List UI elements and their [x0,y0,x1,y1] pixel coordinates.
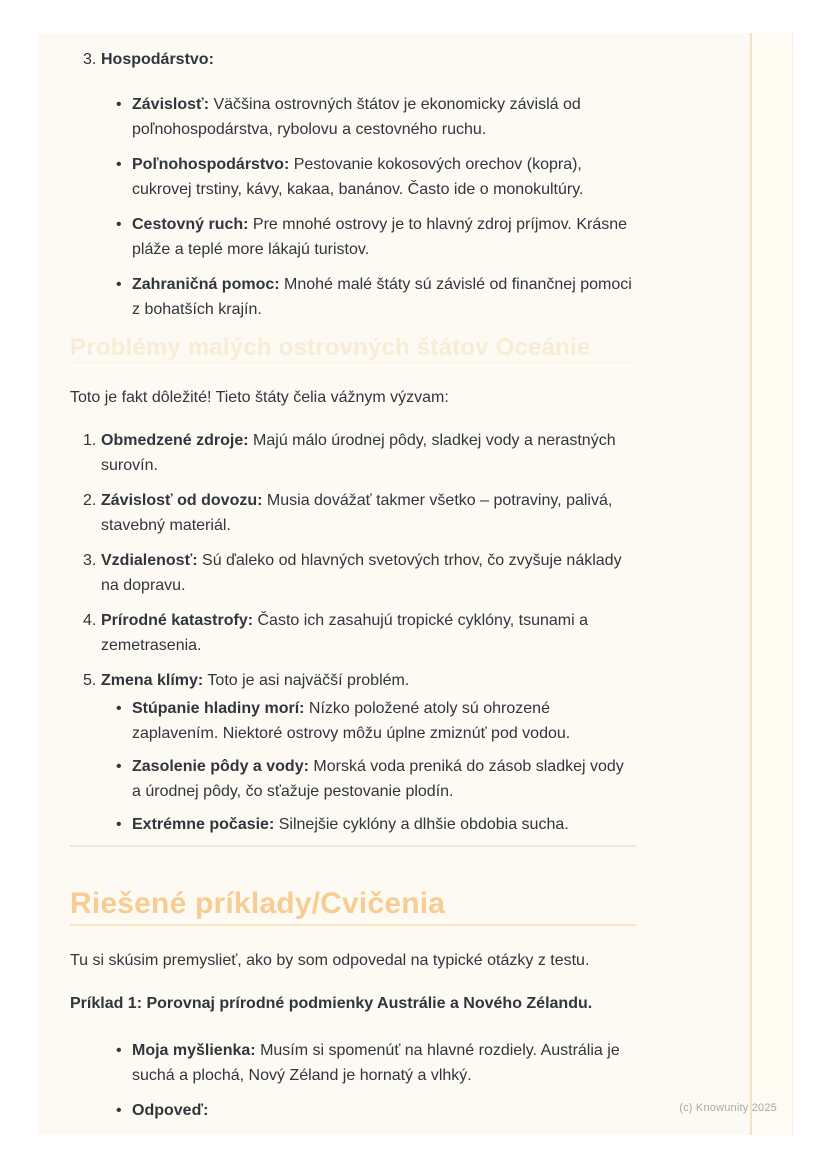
list-item-body: Nízko položené atoly sú ohrozené zaplavením. Niektoré ostrovy môžu úplne zmiznúť pod vodou. [132,700,571,742]
list-item-body: Morská voda preniká do zásob sladkej vody a úrodnej pôdy, čo sťažuje pestovanie plodín. [132,758,624,800]
list-item-text [132,212,636,262]
list-item-label: Moja myšlienka: [132,1042,256,1059]
list-item [70,1098,636,1123]
example1-bullet-list [70,1038,636,1123]
list-item [70,548,636,598]
next-page-edge [750,33,793,1135]
list-number: 5. [83,672,97,689]
list-item-text [132,1098,636,1123]
list-item-body: Majú málo úrodnej pôdy, sladkej vody a nerastných surovín. [101,432,616,474]
list-item-label: Zahraničná pomoc: [132,276,280,293]
list-item-label: Závislosť: [132,96,210,113]
bullet-icon: • [116,1102,122,1119]
problems-intro: Toto je fakt dôležité! Tieto štáty čelia vážnym výzvam: [70,389,449,406]
list-item-label: Zmena klímy: [101,672,204,689]
list-item-label: Zasolenie pôdy a vody: [132,758,309,775]
list-number: 4. [83,612,97,629]
list-item [70,812,636,837]
list-item-label: Extrémne počasie: [132,816,275,833]
list-item-body: Pre mnohé ostrovy je to hlavný zdroj príjmov. Krásne pláže a teplé more lákajú turistov. [132,216,628,258]
list-item-text [101,608,636,658]
bullet-icon: • [116,758,122,775]
list-item-text [132,1038,636,1088]
page-content [70,40,636,1133]
list-item-text [132,272,636,322]
bullet-icon: • [116,816,122,833]
list-item-body: Musím si spomenúť na hlavné rozdiely. Austrália je suchá a plochá, Nový Zéland je hornatý a vlhký. [132,1042,620,1084]
bullet-icon: • [116,1042,122,1059]
list-item [70,608,636,658]
copyright-watermark: (c) Knowunity 2025 [679,1102,777,1114]
list-item-text [132,92,636,142]
list-item-text [101,668,636,693]
list-item-text [101,47,636,72]
list-item-text [132,754,636,804]
list-item-text [132,696,636,746]
example1-title: Príklad 1: Porovnaj prírodné podmienky Austrálie a Nového Zélandu. [70,995,593,1012]
list-number: 3. [83,552,97,569]
list-item-economy [70,47,636,72]
bullet-icon: • [116,700,122,717]
list-item-text [132,812,636,837]
list-item-text [101,488,636,538]
section-heading-examples: Riešené príklady/Cvičenia [70,886,636,926]
list-item-label: Odpoveď: [132,1102,209,1119]
economy-bullet-list [70,92,636,322]
list-number: 1. [83,432,97,449]
list-item-label: Hospodárstvo: [101,51,214,68]
list-item [70,152,636,202]
list-item-body: Sú ďaleko od hlavných svetových trhov, čo zvyšuje náklady na dopravu. [101,552,622,594]
list-item [70,212,636,262]
examples-intro: Tu si skúsim premyslieť, ako by som odpovedal na typické otázky z testu. [70,952,590,969]
list-item-body: Väčšina ostrovných štátov je ekonomicky závislá od poľnohospodárstva, rybolovu a cestovného ruchu. [132,96,581,138]
list-item [70,272,636,322]
bullet-icon: • [116,276,122,293]
list-item [70,754,636,804]
list-number: 2. [83,492,97,509]
bullet-icon: • [116,156,122,173]
list-item-text [132,152,636,202]
list-item-label: Závislosť od dovozu: [101,492,263,509]
list-item-label: Stúpanie hladiny morí: [132,700,305,717]
bullet-icon: • [116,216,122,233]
list-item-label: Obmedzené zdroje: [101,432,249,449]
list-item-body: Musia dovážať takmer všetko – potraviny, palivá, stavebný materiál. [101,492,613,534]
list-item-label: Vzdialenosť: [101,552,198,569]
list-item-body: Silnejšie cyklóny a dlhšie obdobia sucha. [278,816,569,833]
list-item-body: Často ich zasahujú tropické cyklóny, tsunami a zemetrasenia. [101,612,589,654]
list-item-text [101,428,636,478]
list-item-body: Mnohé malé štáty sú závislé od finančnej pomoci z bohatších krajín. [132,276,632,318]
list-item [70,428,636,478]
list-number: 3. [83,51,97,68]
list-item-label: Cestovný ruch: [132,216,249,233]
list-item [70,92,636,142]
bullet-icon: • [116,96,122,113]
list-item-body: Toto je asi najväčší problém. [207,672,410,689]
list-item-label: Prírodné katastrofy: [101,612,254,629]
list-item [70,1038,636,1088]
section-divider [70,845,636,847]
list-item-text [101,548,636,598]
list-item-body: Pestovanie kokosových orechov (kopra), cukrovej trstiny, kávy, kakaa, banánov. Často ide o monokultúry. [132,156,584,198]
list-item [70,696,636,746]
section-heading-problems: Problémy malých ostrovných štátov Oceánie [70,333,636,363]
problems-list [70,428,636,837]
list-item [70,668,636,693]
list-item-label: Poľnohospodárstvo: [132,156,290,173]
list-item [70,488,636,538]
